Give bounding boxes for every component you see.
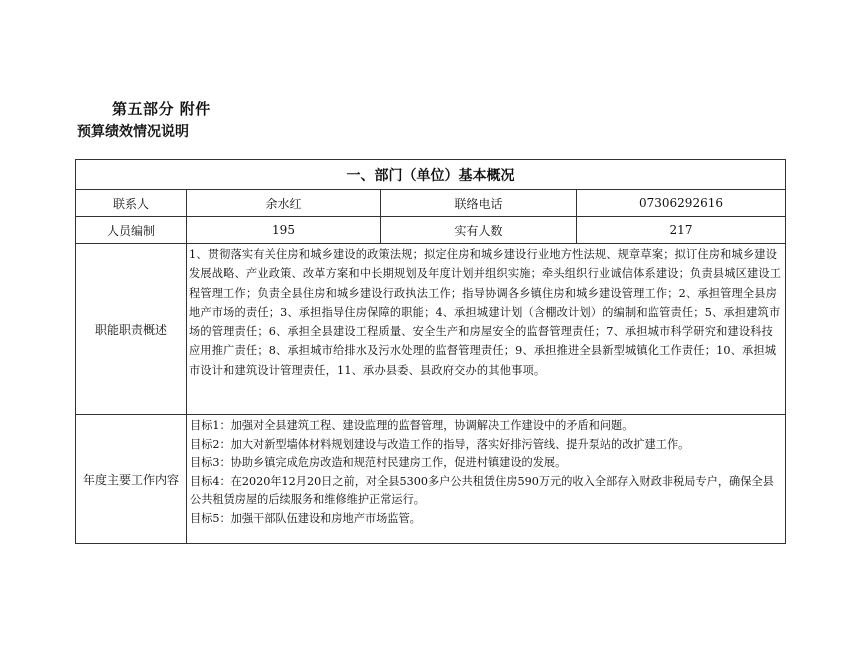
phone-label: 联络电话 xyxy=(381,190,577,217)
goal-item: 目标2：加大对新型墙体材料规划建设与改造工作的指导，落实好排污管线、提升泵站的改扩建工作。 xyxy=(190,437,690,451)
section-title: 一、部门（单位）基本概况 xyxy=(76,160,786,190)
duties-label: 职能职责概述 xyxy=(76,244,187,415)
work-row xyxy=(76,415,786,544)
staff-row xyxy=(76,217,786,244)
part-title: 第五部分 附件 xyxy=(112,100,211,118)
section-header-row xyxy=(76,160,786,190)
duties-text: 1、贯彻落实有关住房和城乡建设的政策法规；拟定住房和城乡建设行业地方性法规、规章草案；拟订住房和城乡建设发展战略、产业政策、改革方案和中长期规划及年度计划并组织实施；牵头组织行业诚信体系建设；负责县城区建设工程管理工作；负责全县住房和城乡建设行政执法工作；指导协调各乡镇住房和城乡建设管理工作；2、承担管理全县房地产市场的责任；3、承担指导住房保障的职能；4、承担城建计划（含棚改计划）的编制和监管责任；5、承担建筑市场的管理责任；6、承担全县建设工程质量、安全生产和房屋安全的监督管理责任；7、承担城市科学研究和建设科技应用推广责任；8、承担城市给排水及污水处理的监督管理责任；9、承担推进全县新型城镇化工作责任；10、承担城市设计和建筑设计管理责任，11、承办县委、县政府交办的其他事项。 xyxy=(187,244,786,415)
goal-item: 目标1：加强对全县建筑工程、建设监理的监督管理，协调解决工作建设中的矛盾和问题。 xyxy=(190,419,634,432)
actual-staff-value: 217 xyxy=(577,217,786,244)
work-label: 年度主要工作内容 xyxy=(76,415,187,544)
goal-item: 目标3：协助乡镇完成危房改造和规范村民建房工作，促进村镇建设的发展。 xyxy=(190,456,567,469)
duties-row xyxy=(76,244,786,415)
sub-title: 预算绩效情况说明 xyxy=(77,124,189,140)
overview-table xyxy=(75,159,786,544)
phone-value: 07306292616 xyxy=(577,190,786,217)
contact-row xyxy=(76,190,786,217)
staff-value: 195 xyxy=(187,217,381,244)
staff-label: 人员编制 xyxy=(76,217,187,244)
contact-label: 联系人 xyxy=(76,190,187,217)
goals-cell xyxy=(187,415,786,544)
actual-staff-label: 实有人数 xyxy=(381,217,577,244)
goal-item: 目标4：在2020年12月20日之前，对全县5300多户公共租赁住房590万元的收入全部存入财政非税局专户，确保全县公共租赁房屋的后续服务和维修维护正常运行。 xyxy=(190,474,774,506)
goal-item: 目标5：加强干部队伍建设和房地产市场监管。 xyxy=(190,511,421,525)
contact-value: 余水红 xyxy=(187,190,381,217)
